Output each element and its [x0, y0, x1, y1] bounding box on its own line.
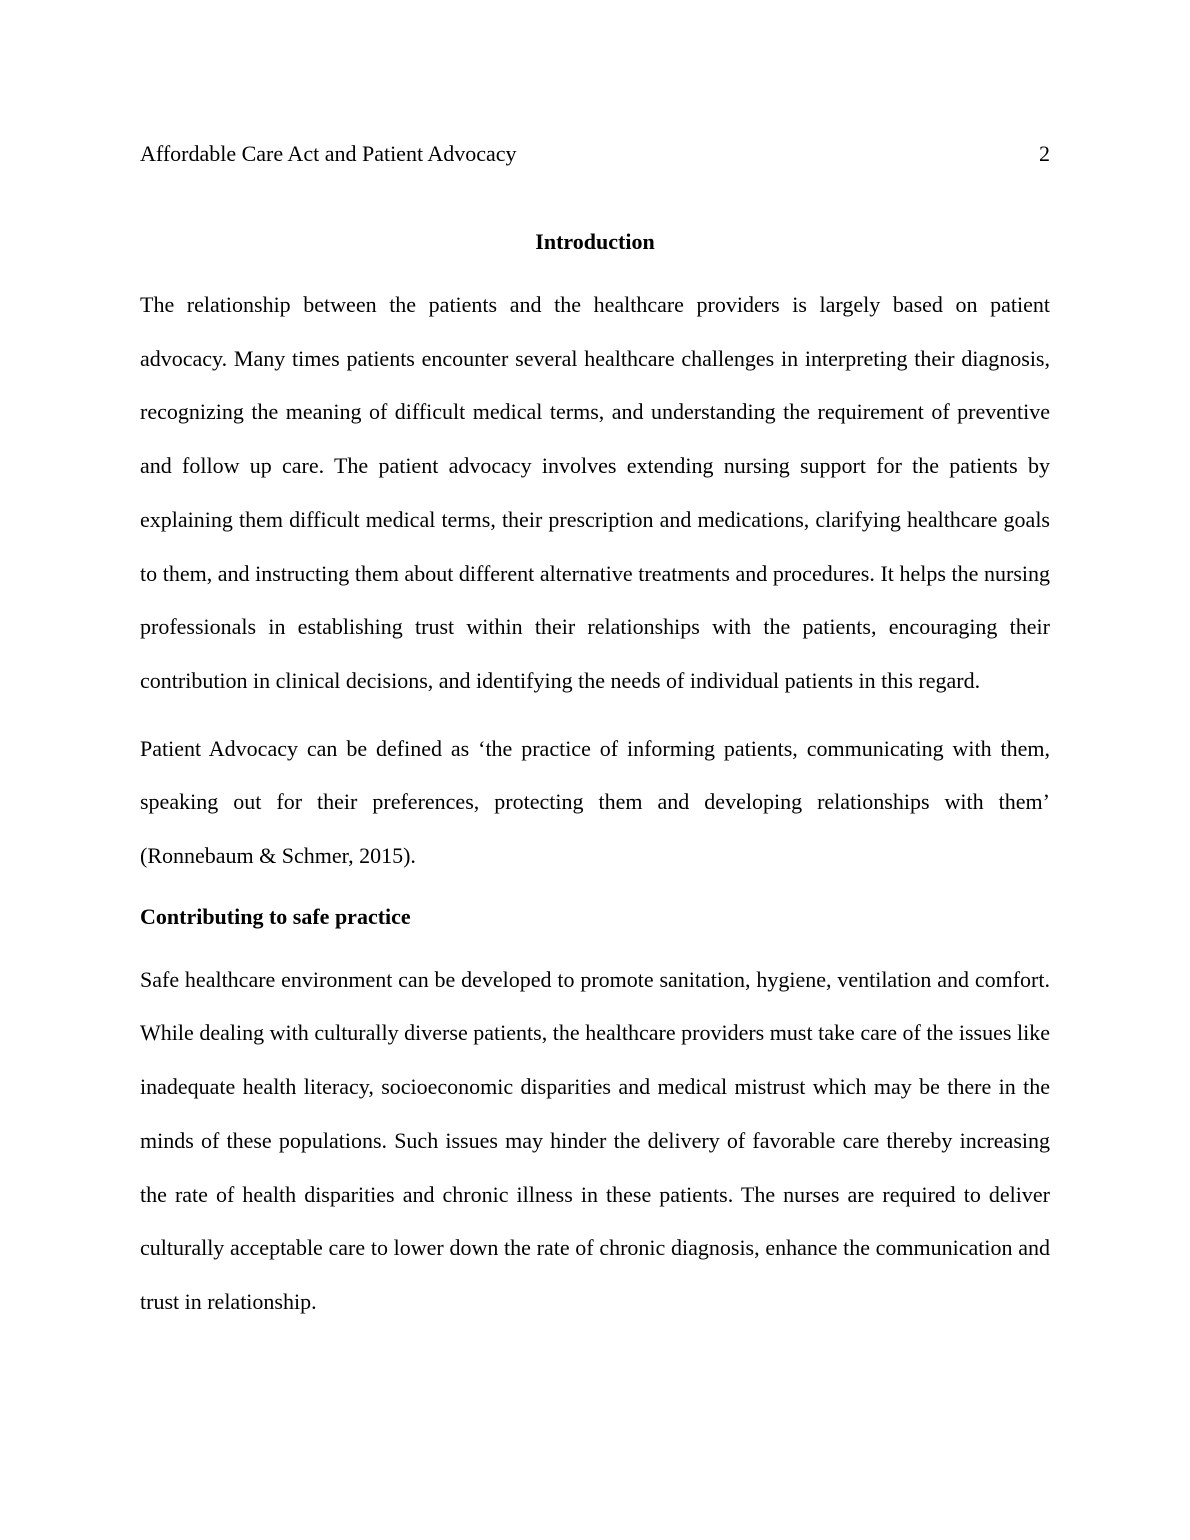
safe-practice-heading: Contributing to safe practice	[140, 903, 411, 929]
safe-practice-paragraph: Safe healthcare environment can be developed to promote sanitation, hygiene, ventilation and comfort. While dealing with culturally diverse patients, the healthcare providers must take care of the issues like inadequate health literacy, socioeconomic disparities and medical mistrust which may be there in the minds of these populations. Such issues may hinder the delivery of favorable care thereby increasing the rate of health disparities and chronic illness in these patients. The nurses are required to deliver culturally acceptable care to lower down the rate of chronic diagnosis, enhance the communication and trust in relationship.	[140, 966, 1050, 1314]
page-number: 2	[1039, 141, 1050, 166]
introduction-heading: Introduction	[535, 229, 655, 254]
spacer	[140, 708, 1050, 722]
introduction-paragraph-2: Patient Advocacy can be defined as ‘the practice of informing patients, communicating with them, speaking out for their preferences, protecting them and developing relationships with them’ (Ronnebaum & Schmer, 2015).	[140, 735, 1050, 869]
introduction-paragraph-1: The relationship between the patients and the healthcare providers is largely based on patient advocacy. Many times patients encounter several healthcare challenges in interpreting their diagnosis, recognizing the meaning of difficult medical terms, and understanding the requirement of preventive and follow up care. The patient advocacy involves extending nursing support for the patients by explaining them difficult medical terms, their prescription and medications, clarifying healthcare goals to them, and instructing them about different alternative treatments and procedures. It helps the nursing professionals in establishing trust within their relationships with the patients, encouraging their contribution in clinical decisions, and identifying the needs of individual patients in this regard.	[140, 292, 1050, 693]
document-body	[140, 220, 1050, 1329]
spacer	[140, 939, 1050, 953]
running-header	[140, 141, 1050, 167]
spacer	[140, 264, 1050, 278]
running-head-title: Affordable Care Act and Patient Advocacy	[140, 141, 517, 166]
spacer	[140, 883, 1050, 895]
